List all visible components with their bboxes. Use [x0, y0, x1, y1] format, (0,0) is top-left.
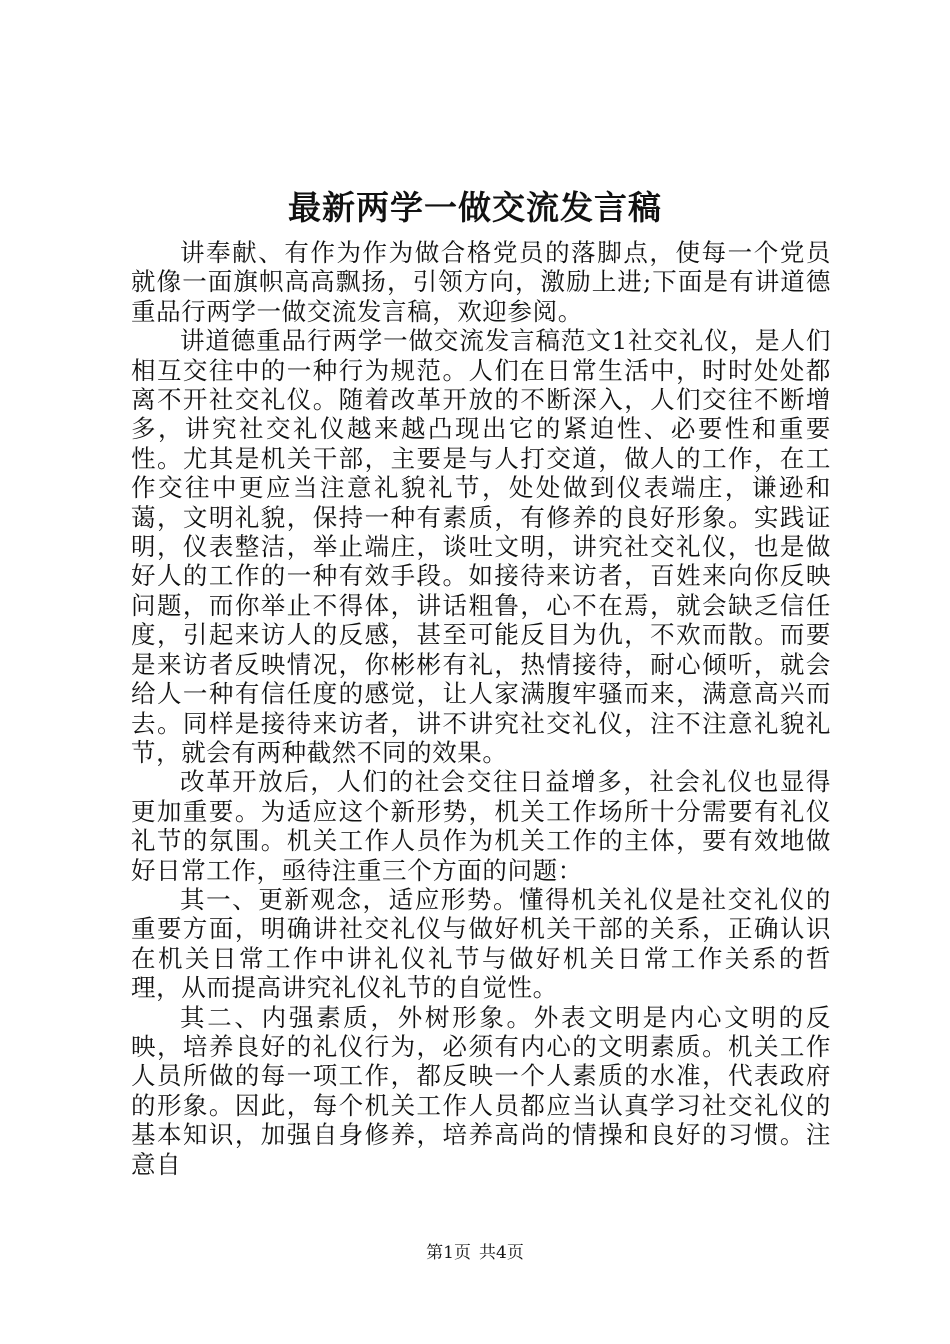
paragraph-reform: 改革开放后，人们的社会交往日益增多，社会礼仪也显得更加重要。为适应这个新形势，机关工作场所十分需要有礼仪礼节的氛围。机关工作人员作为机关工作的主体，要有效地做好日常工作，亟待注重三个方面的问题： [131, 767, 831, 885]
paragraph-intro: 讲奉献、有作为作为做合格党员的落脚点，使每一个党员就像一面旗帜高高飘扬，引领方向，激励上进;下面是有讲道德重品行两学一做交流发言稿，欢迎参阅。 [131, 238, 831, 326]
paragraph-point-two: 其二、内强素质，外树形象。外表文明是内心文明的反映，培养良好的礼仪行为，必须有内心的文明素质。机关工作人员所做的每一项工作，都反映一个人素质的水准，代表政府的形象。因此，每个机关工作人员都应当认真学习社交礼仪的基本知识，加强自身修养，培养高尚的情操和良好的习惯。注意自 [131, 1002, 831, 1179]
page-footer [0, 1242, 950, 1264]
paragraph-point-one: 其一、更新观念，适应形势。懂得机关礼仪是社交礼仪的重要方面，明确讲社交礼仪与做好机关干部的关系，正确认识在机关日常工作中讲礼仪礼节与做好机关日常工作关系的哲理，从而提高讲究礼仪礼节的自觉性。 [131, 884, 831, 1003]
total-pages: 共4页 [479, 1243, 524, 1263]
document-body [131, 238, 831, 1179]
paragraph-sample-1: 讲道德重品行两学一做交流发言稿范文1社交礼仪，是人们相互交往中的一种行为规范。人们在日常生活中，时时处处都离不开社交礼仪。随着改革开放的不断深入，人们交往不断增多，讲究社交礼仪越来越凸现出它的紧迫性、必要性和重要性。尤其是机关干部，主要是与人打交道，做人的工作，在工作交往中更应当注意礼貌礼节，处处做到仪表端庄，谦逊和蔼，文明礼貌，保持一种有素质，有修养的良好形象。实践证明，仪表整洁，举止端庄，谈吐文明，讲究社交礼仪，也是做好人的工作的一种有效手段。如接待来访者，百姓来向你反映问题，而你举止不得体，讲话粗鲁，心不在焉，就会缺乏信任度，引起来访人的反感，甚至可能反目为仇，不欢而散。而要是来访者反映情况，你彬彬有礼，热情接待，耐心倾听，就会给人一种有信任度的感觉，让人家满腹牢骚而来，满意高兴而去。同样是接待来访者，讲不讲究社交礼仪，注不注意礼貌礼节，就会有两种截然不同的效果。 [131, 326, 831, 767]
current-page-number: 第1页 [426, 1243, 471, 1263]
document-title: 最新两学一做交流发言稿 [288, 188, 662, 227]
